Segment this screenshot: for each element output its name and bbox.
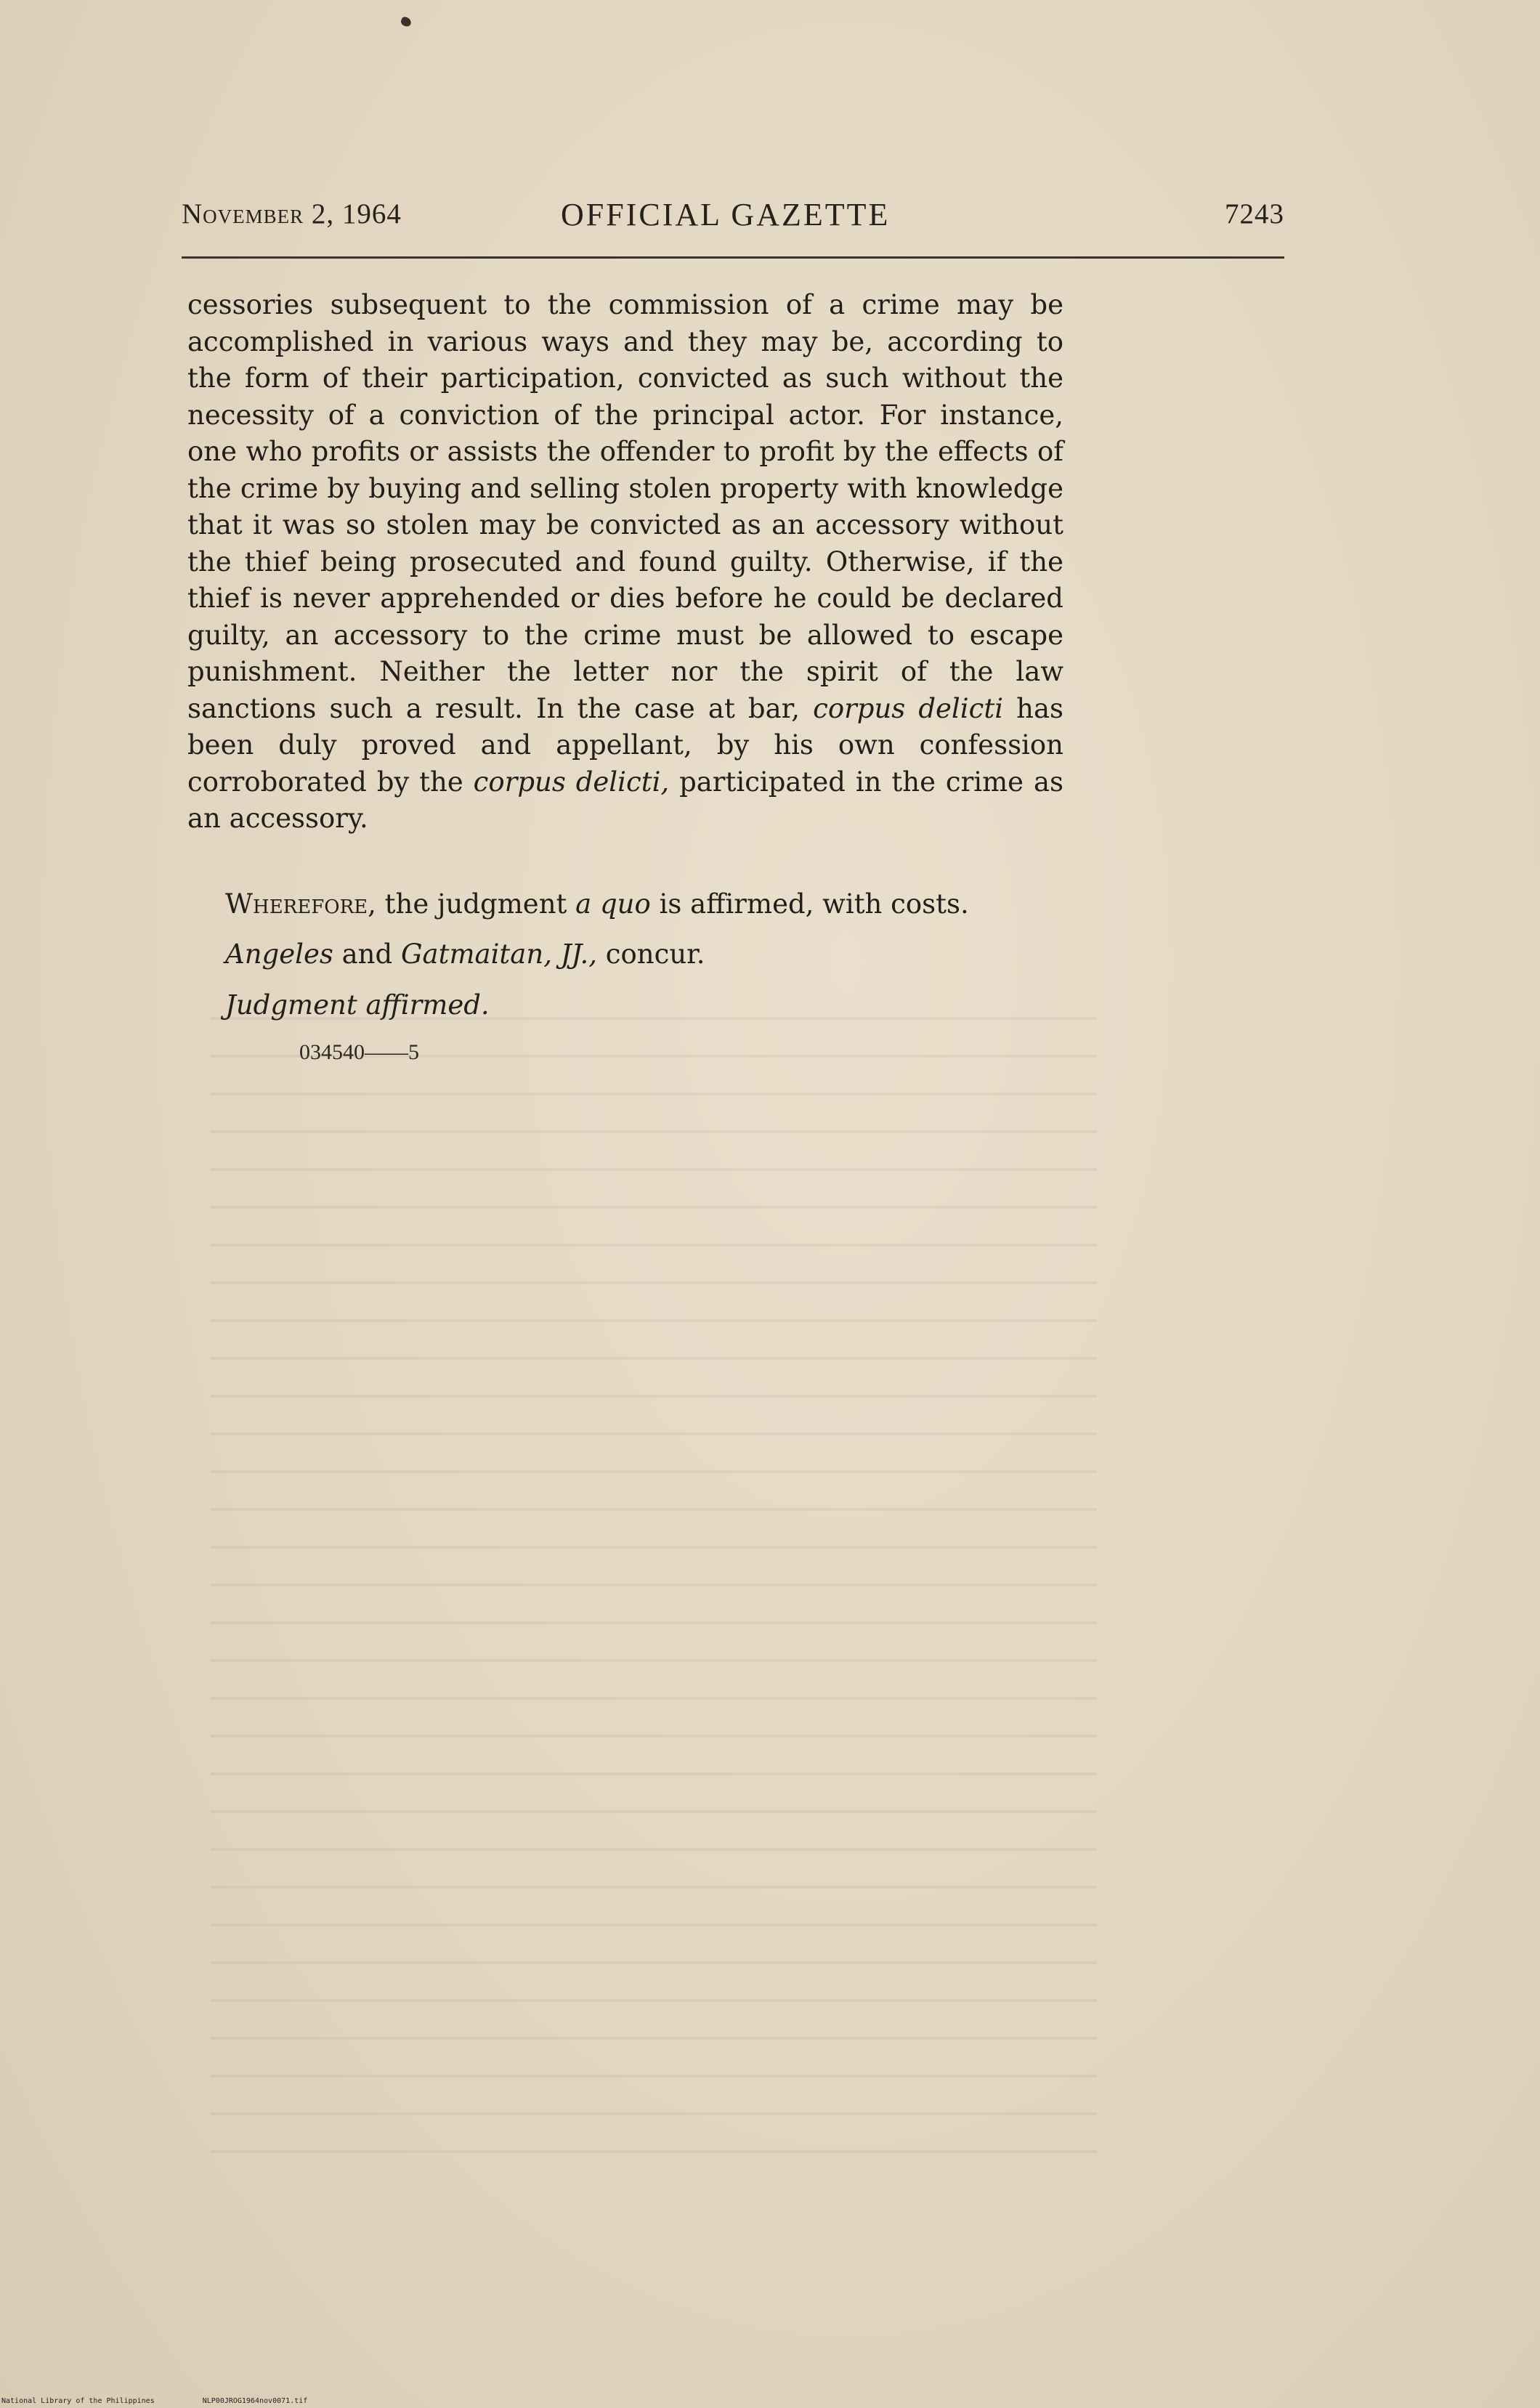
concur-paragraph	[225, 939, 705, 970]
wherefore-italic: a quo	[575, 888, 651, 920]
paragraph-part-3: participated in the crime as an accessory.	[187, 766, 1064, 834]
italic-corpus-delicti-2: corpus delicti,	[473, 766, 670, 798]
header-date: November 2, 1964	[182, 198, 402, 230]
wherefore-paragraph	[225, 888, 969, 920]
header-page-number: 7243	[1225, 198, 1284, 230]
footer-library: National Library of the Philippines	[1, 2397, 155, 2405]
paragraph-text	[187, 287, 1063, 838]
concur-name-angeles: Angeles	[225, 939, 333, 970]
concur-text: concur.	[605, 939, 705, 970]
main-paragraph	[187, 287, 1063, 838]
concur-name-gatmaitan: Gatmaitan, JJ.,	[400, 939, 598, 970]
scan-footer	[1, 2397, 351, 2405]
footer-filename: NLP00JROG1964nov0071.tif	[202, 2397, 308, 2405]
print-code: 034540——5	[299, 1040, 419, 1064]
wherefore-text-2: is affirmed, with costs.	[659, 888, 969, 920]
concur-and: and	[341, 939, 393, 970]
bleed-through-texture	[211, 995, 1097, 2157]
header-rule	[182, 256, 1284, 259]
italic-corpus-delicti-1: corpus delicti	[813, 692, 1004, 724]
ink-smudge	[400, 16, 413, 28]
wherefore-word: Wherefore	[225, 888, 368, 920]
wherefore-text-1: , the judgment	[368, 888, 567, 920]
paragraph-part-1: cessories subsequent to the commission of a crime may be accomplished in various ways and they may be, according to the form of their participation, convicted as such without the necessity of a conviction of the principal actor. For instance, one who profits or assists the offender to profit by the effects of the crime by buying and selling stolen property with knowledge that it was so stolen may be convicted as an accessory without the thief being prosecuted and found guilty. Otherwise, if the thief is never apprehended or dies before he could be declared guilty, an accessory to the crime must be allowed to escape punishment. Neither the letter nor the spirit of the law sanctions such a result. In the case at bar,	[187, 289, 1063, 724]
page-header	[182, 198, 1284, 241]
header-publication-title: OFFICIAL GAZETTE	[561, 197, 891, 232]
paragraph-part-2: has been duly proved and appellant, by his own confession corroborated by the	[187, 692, 1063, 798]
judgment-line: Judgment affirmed.	[225, 989, 490, 1021]
